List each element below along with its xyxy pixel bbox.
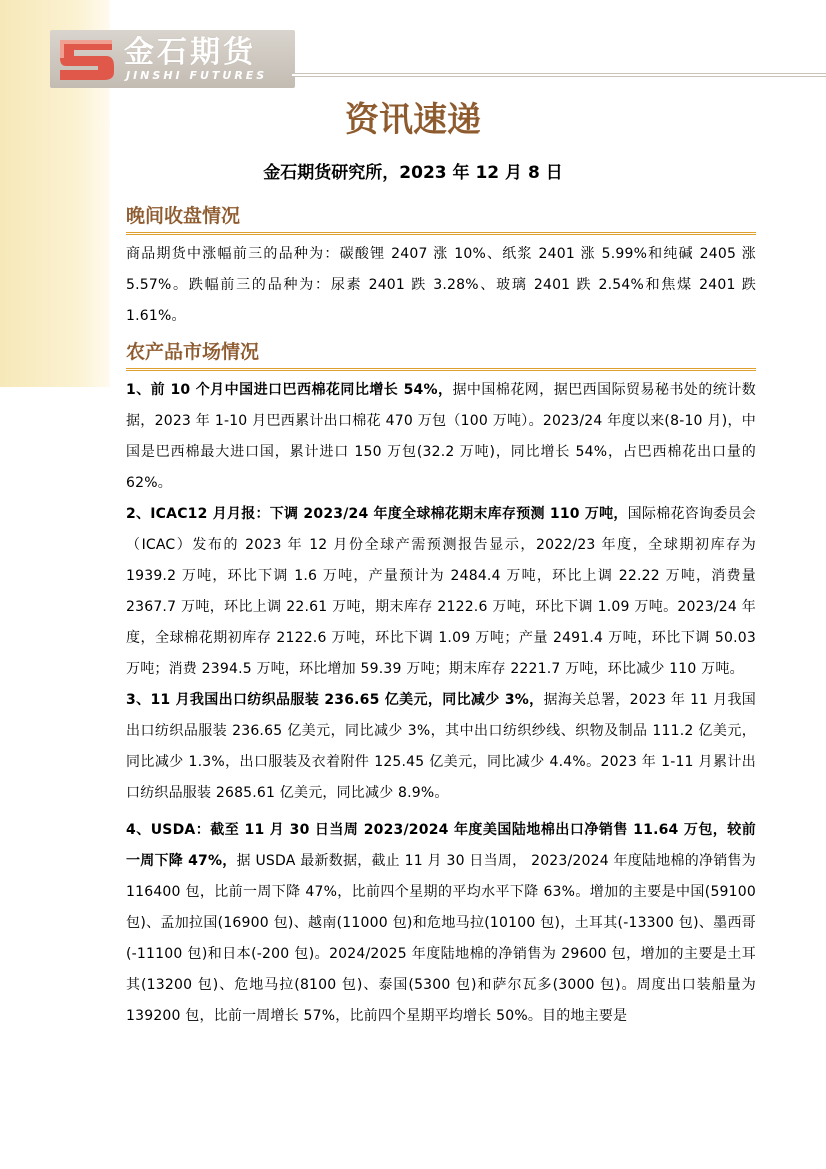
evening-summary: 商品期货中涨幅前三的品种为：碳酸锂 2407 涨 10%、纸浆 2401 涨 5.99%和纯碱 2405 涨 5.57%。跌幅前三的品种为：尿素 2401 跌 3.28%、玻璃 2401 跌 2.54%和焦煤 2401 跌 1.61%。 — [126, 246, 756, 324]
logo-english-name: JINSHI FUTURES — [126, 69, 268, 82]
header-rule — [292, 73, 826, 77]
news-item — [126, 375, 756, 499]
news-item — [126, 499, 756, 685]
news-item-lead: 1、前 10 个月中国进口巴西棉花同比增长 54%， — [126, 382, 453, 398]
news-item — [126, 685, 756, 809]
section-heading-agri: 农产品市场情况 — [126, 338, 756, 371]
news-item-lead: 2、ICAC12 月月报：下调 2023/24 年度全球棉花期末库存预测 110 万吨， — [126, 506, 628, 522]
news-item-body: 据海关总署，2023 年 11 月我国出口纺织品服装 236.65 亿美元，同比减少 3%，其中出口纺织纱线、织物及制品 111.2 亿美元，同比减少 1.3%，出口服装及衣着附件 125.45 亿美元，同比减少 4.4%。2023 年 1-11 月累计出口纺织品服装 2685.61 亿美元，同比减少 8.9%。 — [126, 692, 757, 801]
news-item-body: 国际棉花咨询委员会（ICAC）发布的 2023 年 12 月份全球产需预测报告显示，2022/23 年度，全球期初库存为 1939.2 万吨，环比下调 1.6 万吨，产量预计为 2484.4 万吨，环比上调 22.22 万吨，消费量 2367.7 万吨，环比上调 22.61 万吨，期末库存 2122.6 万吨，环比下调 1.09 万吨。2023/24 年度，全球棉花期初库存 2122.6 万吨，环比下调 1.09 万吨；产量 2491.4 万吨，环比下调 50.03 万吨；消费 2394.5 万吨，环比增加 59.39 万吨；期末库存 2221.7 万吨，环比减少 110 万吨。 — [126, 506, 756, 677]
news-item-body: 据 USDA 最新数据，截止 11 月 30 日当周， 2023/2024 年度陆地棉的净销售为 116400 包，比前一周下降 47%，比前四个星期的平均水平下降 63%。增加的主要是中国(59100 包)、孟加拉国(16900 包)、越南(11000 包)和危地马拉(10100 包)，土耳其(-13300 包)、墨西哥(-11100 包)和日本(-200 包)。2024/2025 年度陆地棉的净销售为 29600 包，增加的主要是土耳其(13200 包)、危地马拉(8100 包)、泰国(5300 包)和萨尔瓦多(3000 包)。周度出口装船量为 139200 包，比前一周增长 57%，比前四个星期平均增长 50%。目的地主要是 — [126, 853, 756, 1024]
section-heading-evening: 晚间收盘情况 — [126, 202, 756, 235]
logo-chinese-name: 金石期货 — [124, 35, 256, 70]
news-item-lead: 4、USDA：截至 11 月 30 日当周 2023/2024 年度美国陆地棉出口净销售 11.64 万包，较前一周下降 47%， — [126, 822, 756, 869]
page-subtitle: 金石期货研究所，2023 年 12 月 8 日 — [263, 163, 563, 183]
company-logo — [50, 30, 295, 88]
document-body — [126, 202, 756, 1032]
logo-mark-icon — [56, 36, 118, 82]
news-item-lead: 3、11 月我国出口纺织品服装 236.65 亿美元，同比减少 3%， — [126, 692, 544, 708]
page-title: 资讯速递 — [345, 100, 481, 140]
news-item-body: 据中国棉花网，据巴西国际贸易秘书处的统计数据，2023 年 1-10 月巴西累计出口棉花 470 万包（100 万吨）。2023/24 年度以来(8-10 月)，中国是巴西棉最大进口国，累计进口 150 万包(32.2 万吨)，同比增长 54%，占巴西棉花出口量的 62%。 — [126, 382, 757, 491]
news-item — [126, 815, 756, 1032]
